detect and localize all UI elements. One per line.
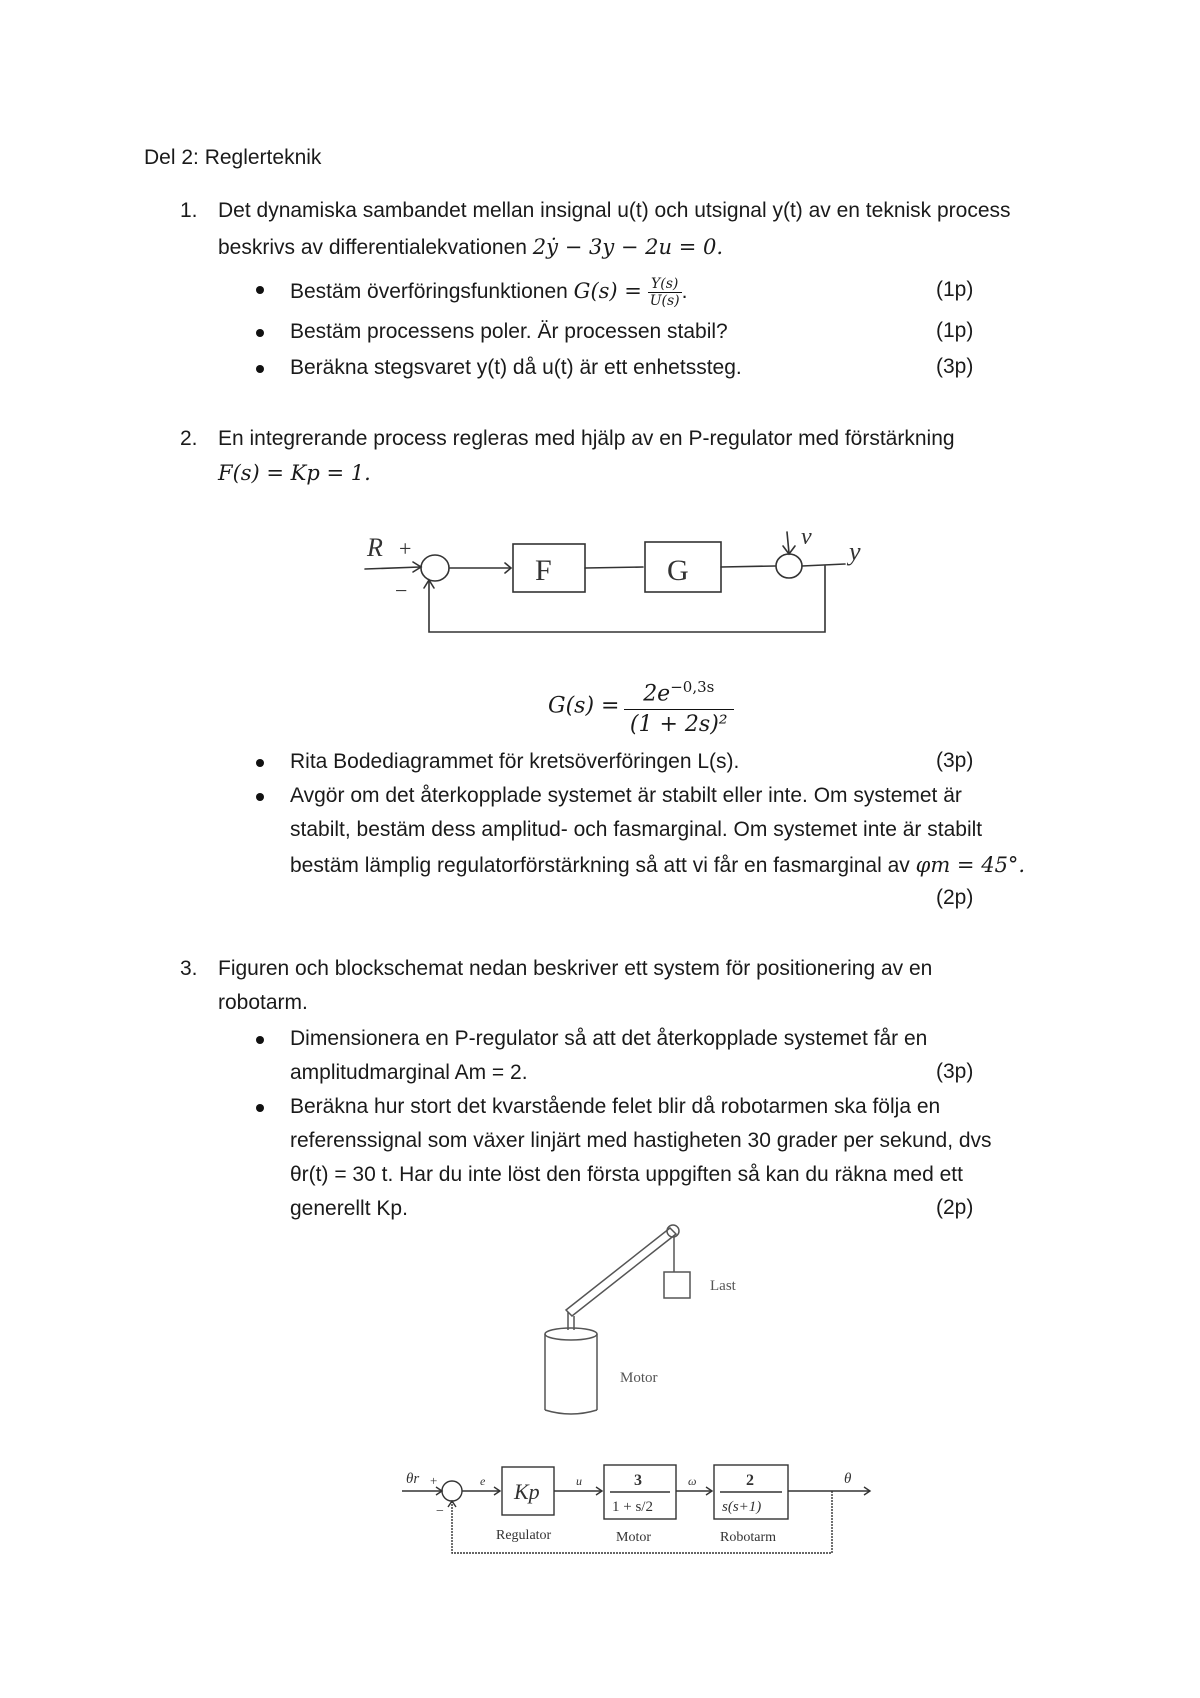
q1-line2: [218, 234, 723, 261]
q1-bullet-3-points: (3p): [936, 355, 974, 378]
arm-den: s(s+1): [722, 1499, 762, 1515]
q2-bullet-2-line3: [290, 852, 1025, 879]
q2-gs-formula: [548, 672, 734, 740]
q3-bullet-2-points: (2p): [936, 1196, 974, 1219]
q1-bullet-3: Beräkna stegsvaret y(t) då u(t) är ett enhetssteg.: [290, 356, 742, 379]
q2-gs-num-wrap: [624, 672, 734, 710]
q1-gs-suffix: .: [681, 280, 688, 304]
q1-gs-lhs: G(s) =: [573, 279, 642, 304]
q1-bullet-1-points: (1p): [936, 278, 974, 301]
bullet-dot: [256, 793, 264, 801]
q1-gs-fraction: [648, 276, 682, 309]
q1-bullet-2: Bestäm processens poler. Är processen stabil?: [290, 320, 728, 343]
plus-sign: +: [399, 536, 412, 561]
q3-bullet-2-line3: θr(t) = 30 t. Har du inte löst den första uppgiften så kan du räkna med ett: [290, 1163, 963, 1186]
last-label: Last: [710, 1278, 736, 1294]
q3-number: 3.: [180, 957, 198, 980]
q1-bullet-2-points: (1p): [936, 319, 974, 342]
q1-bullet-1-text: Bestäm överföringsfunktionen: [290, 280, 568, 304]
q2-gs-num: 2e: [643, 681, 671, 707]
q2-bullet-1-points: (3p): [936, 749, 974, 772]
q1-equation: 2ẏ − 3y − 2u = 0.: [532, 235, 724, 259]
kp-label: Kp: [514, 1479, 540, 1504]
q2-gs-den: (1 + 2s)²: [629, 712, 728, 738]
regulator-label: Regulator: [496, 1528, 552, 1543]
r-label: R: [367, 533, 383, 562]
motor-num: 3: [634, 1472, 642, 1489]
omega-label: ω: [688, 1474, 697, 1488]
q1-gs-den: U(s): [649, 293, 680, 309]
q2-gs-exp: −0,3s: [670, 678, 715, 696]
bullet-dot: [256, 365, 264, 373]
bullet-dot: [256, 1104, 264, 1112]
q3-bullet-2-line2: referenssignal som växer linjärt med hastigheten 30 grader per sekund, dvs: [290, 1129, 992, 1152]
v-label: v: [801, 524, 812, 550]
robotarm-label: Robotarm: [720, 1530, 776, 1545]
bullet-dot: [256, 1036, 264, 1044]
block-minus: −: [436, 1504, 444, 1519]
q3-bullet-2-line4: generellt Kp.: [290, 1197, 408, 1220]
minus-sign: −: [395, 578, 408, 603]
q2-bullet-2-line1: Avgör om det återkopplade systemet är stabilt eller inte. Om systemet är: [290, 784, 962, 807]
q1-gs-num: Y(s): [648, 276, 682, 293]
u-label: u: [576, 1474, 582, 1488]
e-label: e: [480, 1474, 486, 1488]
section-heading: Del 2: Reglerteknik: [144, 146, 322, 169]
q2-phase-margin-math: φm = 45°.: [915, 853, 1026, 877]
f-block-label: F: [535, 554, 552, 587]
bullet-dot: [256, 759, 264, 767]
bullet-dot: [256, 329, 264, 337]
bullet-dot: [256, 286, 264, 294]
theta-label: θ: [844, 1471, 852, 1487]
block-plus: +: [430, 1473, 438, 1488]
q2-line2: F(s) = Kp = 1.: [218, 461, 371, 485]
q1-number: 1.: [180, 199, 198, 222]
q2-gs-fraction: [624, 672, 734, 740]
theta-r-label: θr: [406, 1471, 420, 1487]
q2-block-diagram: [355, 522, 875, 652]
q2-gs-lhs: G(s) =: [548, 693, 620, 719]
q2-number: 2.: [180, 427, 198, 450]
q2-bullet-2-line2: stabilt, bestäm dess amplitud- och fasmarginal. Om systemet inte är stabilt: [290, 818, 983, 841]
q2-line1: En integrerande process regleras med hjälp av en P-regulator med förstärkning: [218, 427, 955, 450]
q3-line1: Figuren och blockschemat nedan beskriver ett system för positionering av en: [218, 957, 933, 980]
y-label: y: [849, 537, 861, 566]
q3-line2: robotarm.: [218, 991, 308, 1014]
g-block-label: G: [667, 554, 689, 587]
q2-bullet-2-line3-text: bestäm lämplig regulatorförstärkning så att vi får en fasmarginal av: [290, 854, 910, 877]
robot-arm-figure: [530, 1212, 770, 1422]
arm-num: 2: [746, 1472, 754, 1489]
q3-bullet-1-line1: Dimensionera en P-regulator så att det återkopplade systemet får en: [290, 1027, 928, 1050]
robot-block-diagram: [400, 1455, 880, 1565]
motor-label: Motor: [620, 1370, 658, 1386]
motor-den: 1 + s/2: [612, 1499, 653, 1515]
q1-line1: Det dynamiska sambandet mellan insignal u(t) och utsignal y(t) av en teknisk process: [218, 199, 1011, 222]
q1-line2-text: beskrivs av differentialekvationen: [218, 236, 527, 259]
q3-bullet-1-line2: amplitudmarginal Am = 2.: [290, 1061, 528, 1084]
q2-bullet-2-points: (2p): [936, 886, 974, 909]
motor-block-label: Motor: [616, 1530, 651, 1545]
q3-bullet-2-line1: Beräkna hur stort det kvarstående felet blir då robotarmen ska följa en: [290, 1095, 941, 1118]
q2-bullet-1: Rita Bodediagrammet för kretsöverföringen L(s).: [290, 750, 740, 773]
q1-bullet-1: [290, 276, 688, 309]
q3-bullet-1-points: (3p): [936, 1060, 974, 1083]
